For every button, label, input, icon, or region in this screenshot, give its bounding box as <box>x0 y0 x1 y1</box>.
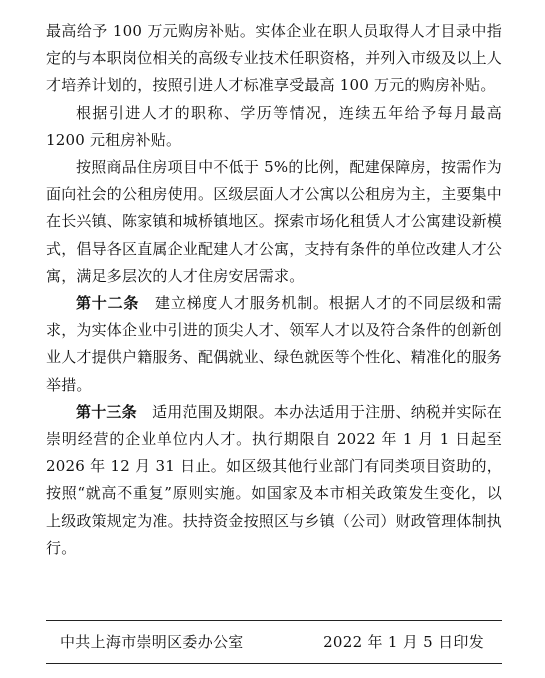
document-body <box>46 18 502 562</box>
paragraph-public-rental-housing: 按照商品住房项目中不低于 5%的比例，配建保障房，按需作为面向社会的公租房使用。区级层面人才公寓以公租房为主，主要集中在长兴镇、陈家镇和城桥镇地区。探索市场化租赁人才公寓建设新模式，倡导各区直属企业配建人才公寓，支持有条件的单位改建人才公寓，满足多层次的人才住房安居需求。 <box>46 158 503 285</box>
footer-bottom-rule <box>46 663 502 664</box>
footer-issuer: 中共上海市崇明区委办公室 <box>60 633 244 651</box>
paragraph-housing-subsidy: 最高给予 100 万元购房补贴。实体企业在职人员取得人才目录中指定的与本职岗位相关的高级专业技术任职资格，并列入市级及以上人才培养计划的，按照引进人才标准享受最高 100 万元的购房补贴。 <box>46 22 503 95</box>
footer-top-rule <box>46 620 502 621</box>
article-12-text: 建立梯度人才服务机制。根据人才的不同层级和需求，为实体企业中引进的顶尖人才、领军人才以及符合条件的创新创业人才提供户籍服务、配偶就业、绿色就医等个性化、精准化的服务举措。 <box>46 294 503 394</box>
article-13-number: 第十三条 <box>76 402 137 421</box>
article-13 <box>46 399 502 562</box>
article-12-number: 第十二条 <box>76 294 140 313</box>
article-12 <box>46 290 502 399</box>
paragraph-rent-subsidy: 根据引进人才的职称、学历等情况，连续五年给予每月最高 1200 元租房补贴。 <box>46 103 502 149</box>
article-13-text: 适用范围及期限。本办法适用于注册、纳税并实际在崇明经营的企业单位内人才。执行期限自 2022 年 1 月 1 日起至 2026 年 12 月 31 日止。如区级其他行业部门有同类项目资助的，按照“就高不重复”原则实施。如国家及本市相关政策发生变化，以上级政策规定为准。扶持资金按照区与乡镇（公司）财政管理体制执行。 <box>46 402 503 557</box>
footer-issue-date: 2022 年 1 月 5 日印发 <box>323 633 484 651</box>
document-footer <box>46 620 502 664</box>
